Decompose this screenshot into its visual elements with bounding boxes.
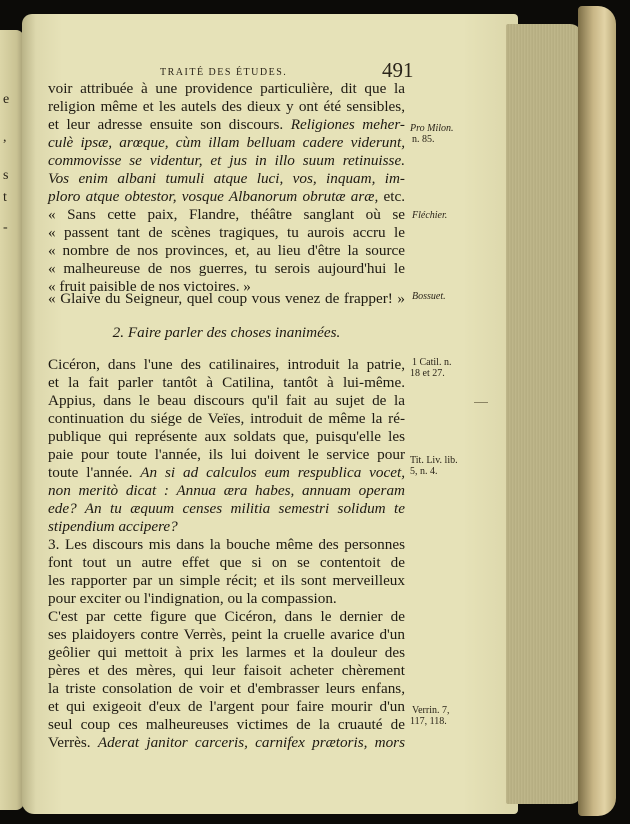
page-header [0, 58, 630, 82]
margin-note: 5, n. 4. [410, 466, 438, 477]
quote-line: « fruit paisible de nos victoires. » [48, 278, 251, 295]
text-line: la triste consolation de voir et d'embrasser leurs enfans, [48, 680, 405, 697]
latin-quote: ploro atque obtestor, vosque Albanorum obrutæ aræ, [48, 188, 379, 205]
margin-note: Verrin. 7, [412, 705, 450, 716]
quote-line: « Sans cette paix, Flandre, théâtre sanglant où se [48, 206, 405, 223]
left-page-char: t [3, 190, 7, 205]
latin-quote-line: non meritò dicat : Annua æra habes, annuam operam [48, 482, 405, 499]
left-page-char: e [3, 92, 10, 107]
text-line: pour exciter ou l'indignation, ou la compassion. [48, 590, 337, 607]
margin-note: Bossuet. [412, 291, 446, 302]
margin-note: Tit. Liv. lib. [410, 455, 458, 466]
margin-note: Pro Milon. [410, 123, 454, 134]
margin-mark [474, 402, 488, 403]
text-line: 3. Les discours mis dans la bouche même des personnes [48, 536, 405, 553]
text-line: continuation du siége de Veïes, introduit de même la ré- [48, 410, 405, 427]
left-page-edge [0, 30, 24, 810]
text-line: voir attribuée à une providence particulière, dit que la [48, 80, 405, 97]
left-page-char: - [3, 220, 8, 235]
text-line: et la fait parler tantôt à Catilina, tantôt à lui-même. [48, 374, 405, 391]
text-line: geôlier qui mettoit à prix les larmes et la douleur des [48, 644, 405, 661]
margin-note: n. 85. [412, 134, 435, 145]
text-line [48, 188, 405, 206]
section-heading: 2. Faire parler des choses inanimées. [112, 324, 341, 341]
quote-line: « passent tant de scènes tragiques, tu aurois accru le [48, 224, 405, 241]
quote-line: « Glaive du Seigneur, quel coup vous venez de frapper! » [48, 290, 405, 307]
text-line: publique qui représente aux soldats que, puisqu'elle les [48, 428, 405, 445]
text-line: font tout un autre effet que si on se contentoit de [48, 554, 405, 571]
latin-quote: Religiones meher- [290, 116, 405, 133]
margin-note: Fléchier. [412, 210, 448, 221]
text-span: etc. [383, 188, 406, 205]
book-cover-edge [578, 6, 616, 816]
text-span: toute l'année. [48, 464, 133, 481]
text-line: seul coup ces malheureuses victimes de la cruauté de [48, 716, 405, 733]
text-line [48, 464, 405, 482]
text-line: paie pour toute l'année, ils lui doivent le service pour [48, 446, 405, 463]
text-line: C'est par cette figure que Cicéron, dans le dernier de [48, 608, 405, 625]
text-line: ses plaidoyers contre Verrès, peint la cruelle avarice d'un [48, 626, 405, 643]
latin-quote-line: stipendium accipere? [48, 518, 178, 535]
margin-note: 18 et 27. [410, 368, 445, 379]
text-span: et leur adresse ensuite son discours. [48, 116, 284, 133]
quote-line: « malheureuse de nos guerres, tu serois aujourd'hui le [48, 260, 405, 277]
text-line: Appius, dans le beau discours qu'il fait au sujet de la [48, 392, 405, 409]
margin-note: 1 Catil. n. [412, 357, 452, 368]
text-line: Cicéron, dans l'une des catilinaires, introduit la patrie, [48, 356, 405, 373]
latin-quote-line: Vos enim albani tumuli atque luci, vos, inquam, im- [48, 170, 405, 187]
text-line: et qui exigeoit d'eux de l'argent pour faire mourir d'un [48, 698, 405, 715]
latin-quote: An si ad calculos eum respublica vocet, [140, 464, 405, 481]
text-line: pères et des mères, qui leur faisoit acheter chèrement [48, 662, 405, 679]
text-line [48, 116, 405, 134]
text-line: les rapporter par un simple récit; et ils sont merveilleux [48, 572, 405, 589]
page-number: 491 [382, 58, 414, 82]
running-head: TRAITÉ DES ÉTUDES. [160, 67, 288, 78]
text-line: religion même et les autels des dieux y ont été sensibles, [48, 98, 405, 115]
left-page-char: , [3, 130, 7, 145]
text-span: Verrès. [48, 734, 91, 751]
latin-quote-line: commovisse se videntur, et jus in illo suum retinuisse. [48, 152, 405, 169]
left-page-char: s [3, 168, 9, 183]
latin-quote-line: culè ipsæ, arœque, cùm illam belluam cadere viderunt, [48, 134, 405, 151]
latin-quote: Aderat janitor carceris, carnifex prætoris, mors [97, 734, 405, 751]
page-stack-edge [506, 24, 582, 804]
latin-quote-line: ede? An tu æquum censes militia semestri solidum te [48, 500, 405, 517]
margin-note: 117, 118. [410, 716, 447, 727]
text-line [48, 734, 405, 752]
quote-line: « nombre de nos provinces, et, au lieu d'être la source [48, 242, 405, 259]
